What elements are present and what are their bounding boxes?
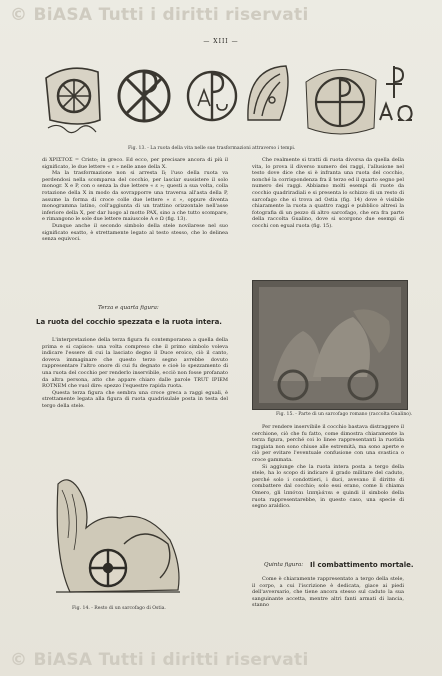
- figure-13-caption: Fig. 13. - La ruota della vita nelle sue trasformazioni attraverso i tempi.: [128, 146, 296, 151]
- paragraph: Per rendere inservibile il cocchio bastava distraggere il cerchione, ciò che fu fatto, come dimostra chiaramente la terza figura, perché coi lo linee rappresentanti la ruotida raggiata non sono chiuse alle estremità, ma sono aperte e ciò per evitare l'eventuale confusione con una svastica o croce gammata.: [252, 424, 404, 463]
- paragraph: L'interpretazione della terza figura fu contemporanea a quella della prima e si capisce: una volta compreso che il primo simbolo voleva indicare l'essere di cui la lasciato degno il Duce eroico, ciò il canto, doveva immaginare che questo terzo segno avrebbe dovuto rappresentare l'altro onore di cui fu degnato e cioè lo spezzamento di una ruota del cocchio per renderlo inservibile, ecciò non fosse profanato da altra persona, atto che appare chiaro dalle parole TRUT IPIEM ROTNEM che vuol dire: spezzo l'equestre rapida ruota.: [42, 337, 228, 390]
- section-heading-3-4: La ruota del cocchio spezzata e la ruota intera.: [36, 318, 222, 326]
- right-column-top: [252, 157, 404, 230]
- left-column-top: [42, 157, 228, 243]
- cross-wheel: [306, 69, 376, 134]
- paragraph: Dunque anche il secondo simbolo della stele novilarese nel suo significato esatto, è strettamente legato al testo stesso, che lo delinea senza equivoci.: [42, 222, 228, 243]
- page-number-text: — XIII —: [203, 38, 239, 45]
- paragraph: Si aggiunge che la ruota intera posta a tergo della stele, ha lo scopo di indicare il grado militare del caduto, perché solo i condottieri, i duci, avevano il diritto di combattere dal cocchio; solo essi erano, come li chiama Omero, gli ἱππόται ἱππηλάται e quindi il simbolo della ruota rappresentarebbe, in questo caso, una specie di segno araldico.: [252, 463, 404, 510]
- paragraph: Ma la trasformazione non si arresta lì; l'uso della ruota va perdendosi nella scomparsa del cocchio, per lasciar sussistere il solo monogr. X e P, con o senza la due lettere « ε »; questi a sua volta, colla rotazione della X in modo da sovrapporre una traversa all'asta della P, assume la forma di croce colle due lettere « ε », oppure diventa monogramma latino, coll'aggiunta di un trattino orizzontale nell'asse inferiore della X, per dar luogo al motto PAX, sino a che tutto scompare, e rimangono le sole due lettere maiuscole A e Ω (fig. 13).: [42, 170, 228, 223]
- paragraph: di ΧΡΙΣΤΟΣ = Cristo; in greco. Ed ecco, per precisare ancora di più il significato, le due lettere « ε » nelle anse della X.: [42, 157, 228, 170]
- page-number: [0, 38, 442, 45]
- chi-rho-wheel: [119, 71, 169, 121]
- watermark-bottom: © BiASA Tutti i diritti riservati: [10, 650, 309, 670]
- section-subheading-5: Quinta figura:: [264, 562, 304, 568]
- figure-15-caption: Fig. 15. - Parte di un sarcofago romano (raccolta Gualino).: [276, 412, 413, 417]
- paragraph: Come è chiaramente rappresentato a tergo della stele, il corpo, a cui l'iscrizione è dedicata, giace ai piedi dell'avversario, che tiene ancora stesso sul caduto la sua sanguinante accetta, mentre altri fanti armati di lancia, stanno: [252, 576, 404, 609]
- figure-14-caption: Fig. 14. - Resto di un sarcofago di Ostia.: [72, 606, 166, 611]
- wheel-symbol-1: [46, 68, 100, 132]
- watermark-top: © BiASA Tutti i diritti riservati: [10, 5, 309, 25]
- relief-photo-image: [253, 281, 407, 409]
- right-column-final: [252, 576, 404, 609]
- paragraph: Questa terza figura che sembra una croce greca a raggi eguali, è strettamente legata alla figura di ruota quadrisulale posta in testa del tergo della stele.: [42, 389, 228, 409]
- figure-15-photo: [252, 280, 408, 410]
- alpha-omega-monogram: [380, 66, 412, 120]
- figure-14-sarcophagus-drawing: [50, 470, 185, 598]
- alpha-omega-chi-rho: [188, 72, 236, 120]
- four-spoke-wheel-icon: [90, 550, 126, 586]
- right-column-bottom: [252, 424, 404, 510]
- fragment-relief: [248, 66, 288, 120]
- section-subheading-3-4: Terza e quarta figura:: [98, 305, 159, 311]
- left-column-bottom: [42, 337, 228, 410]
- figure-13-band: [40, 58, 420, 150]
- paragraph: Che realmente si tratti di ruota divorsa da quella della vita, lo prova il diverso numero dei raggi, l'allusione nel testo dove dice che si è infranta una ruota del cocchio, nonché la corrispondenza fra il terzo ed il quarto segno pel numero dei raggi. Abbiamo molti esempi di ruote da cocchio quadriradiali e si presenta lo schizzo di un resto di sarcofago che si trova ad Ostia (fig. 14) dove è visibile chiaramente la ruota a quattro raggi e pubblico altresì la fotografia di un pezzo di altro sarcofago, che era fra parte della raccolta Gualino, dove si scorgono due esempi di cocchi con egual ruota (fig. 15).: [252, 157, 404, 229]
- section-heading-5: Il combattimento mortale.: [310, 561, 414, 569]
